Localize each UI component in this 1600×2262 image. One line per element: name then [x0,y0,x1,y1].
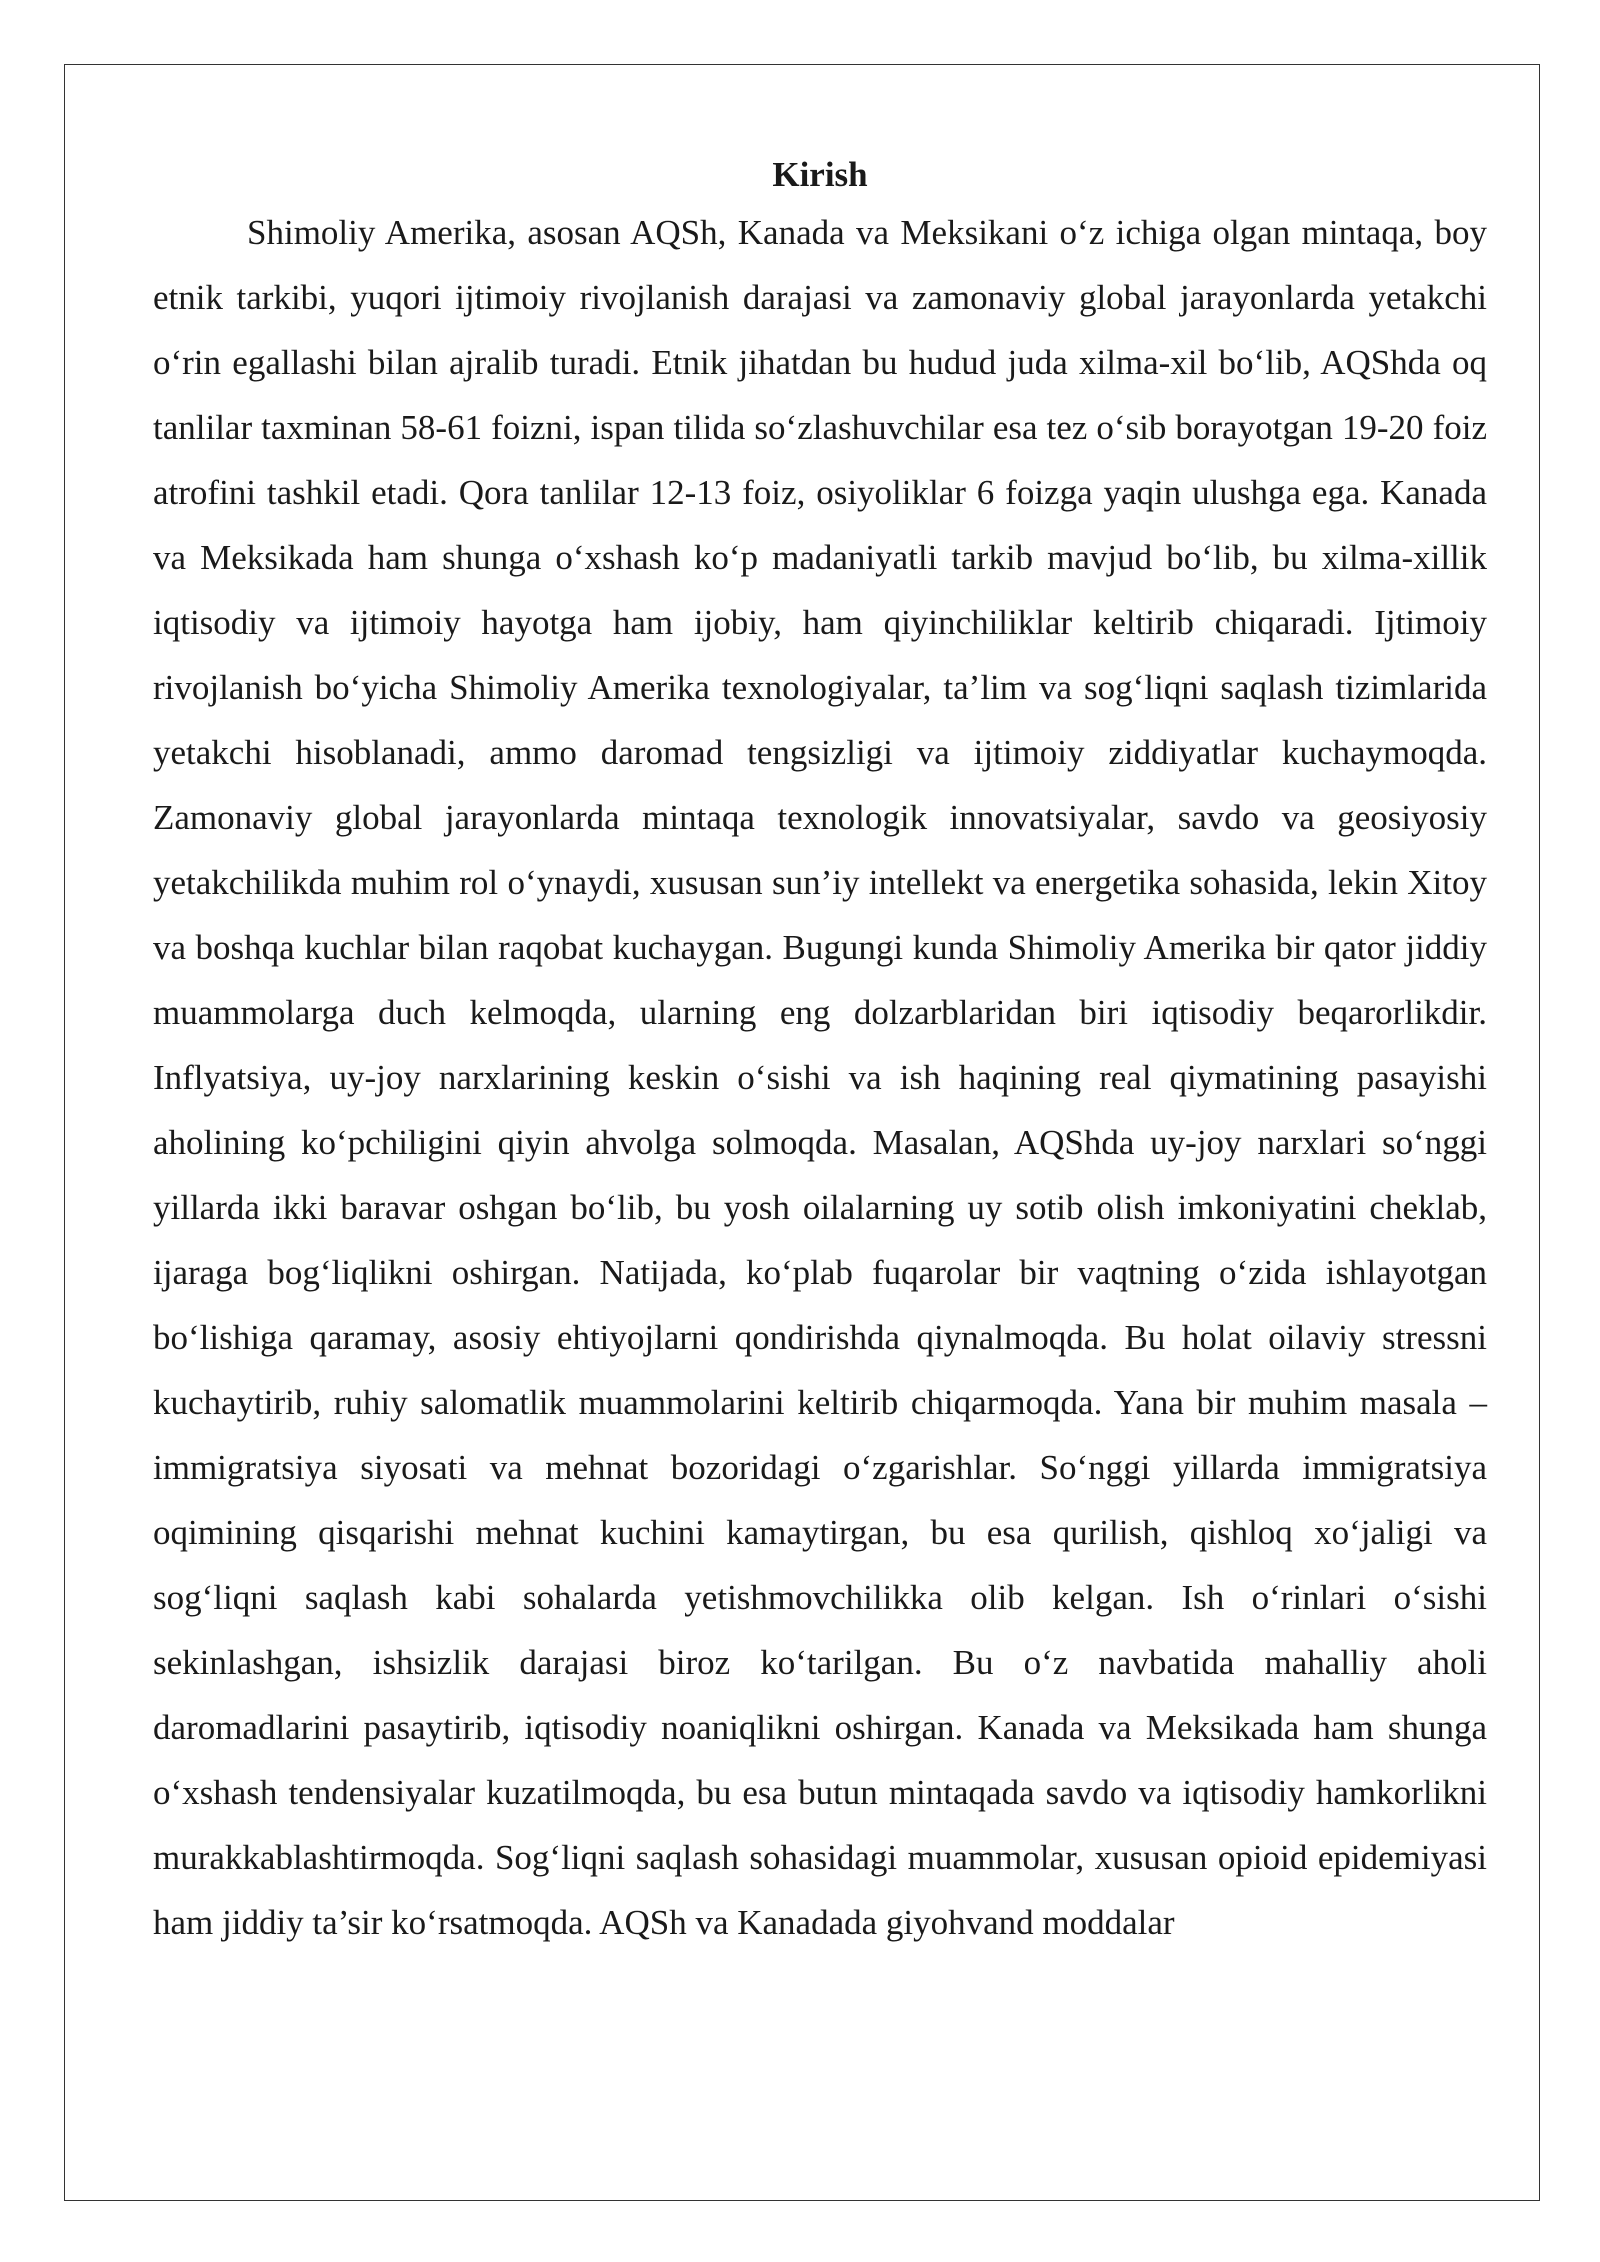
body-paragraph: Shimoliy Amerika, asosan AQSh, Kanada va Meksikani o‘z ichiga olgan mintaqa, boy etnik tarkibi, yuqori ijtimoiy rivojlanish darajasi va zamonaviy global jarayonlarda yetakchi o‘rin egallashi bilan ajralib turadi. Etnik jihatdan bu hudud juda xilma-xil bo‘lib, AQShda oq tanlilar taxminan 58-61 foizni, ispan tilida so‘zlashuvchilar esa tez o‘sib borayotgan 19-20 foiz atrofini tashkil etadi. Qora tanlilar 12-13 foiz, osiyoliklar 6 foizga yaqin ulushga ega. Kanada va Meksikada ham shunga o‘xshash ko‘p madaniyatli tarkib mavjud bo‘lib, bu xilma-xillik iqtisodiy va ijtimoiy hayotga ham ijobiy, ham qiyinchiliklar keltirib chiqaradi. Ijtimoiy rivojlanish bo‘yicha Shimoliy Amerika texnologiyalar, ta’lim va sog‘liqni saqlash tizimlarida yetakchi hisoblanadi, ammo daromad tengsizligi va ijtimoiy ziddiyatlar kuchaymoqda. Zamonaviy global jarayonlarda mintaqa texnologik innovatsiyalar, savdo va geosiyosiy yetakchilikda muhim rol o‘ynaydi, xususan sun’iy intellekt va energetika sohasida, lekin Xitoy va boshqa kuchlar bilan raqobat kuchaygan. Bugungi kunda Shimoliy Amerika bir qator jiddiy muammolarga duch kelmoqda, ularning eng dolzarblaridan biri iqtisodiy beqarorlikdir. Inflyatsiya, uy-joy narxlarining keskin o‘sishi va ish haqining real qiymatining pasayishi aholining ko‘pchiligini qiyin ahvolga solmoqda. Masalan, AQShda uy-joy narxlari so‘nggi yillarda ikki baravar oshgan bo‘lib, bu yosh oilalarning uy sotib olish imkoniyatini cheklab, ijaraga bog‘liqlikni oshirgan. Natijada, ko‘plab fuqarolar bir vaqtning o‘zida ishlayotgan bo‘lishiga qaramay, asosiy ehtiyojlarni qondirishda qiynalmoqda. Bu holat oilaviy stressni kuchaytirib, ruhiy salomatlik muammolarini keltirib chiqarmoqda. Yana bir muhim masala – immigratsiya siyosati va mehnat bozoridagi o‘zgarishlar. So‘nggi yillarda immigratsiya oqimining qisqarishi mehnat kuchini kamaytirgan, bu esa qurilish, qishloq xo‘jaligi va sog‘liqni saqlash kabi sohalarda yetishmovchilikka olib kelgan. Ish o‘rinlari o‘sishi sekinlashgan, ishsizlik darajasi biroz ko‘tarilgan. Bu o‘z navbatida mahalliy aholi daromadlarini pasaytirib, iqtisodiy noaniqlikni oshirgan. Kanada va Meksikada ham shunga o‘xshash tendensiyalar kuzatilmoqda, bu esa butun mintaqada savdo va iqtisodiy hamkorlikni murakkablashtirmoqda. Sog‘liqni saqlash sohasidagi muammolar, xususan opioid epidemiyasi ham jiddiy ta’sir ko‘rsatmoqda. AQSh va Kanadada giyohvand moddalar [153,213,1487,1942]
document-content [153,150,1487,1955]
section-title: Kirish [772,155,868,194]
